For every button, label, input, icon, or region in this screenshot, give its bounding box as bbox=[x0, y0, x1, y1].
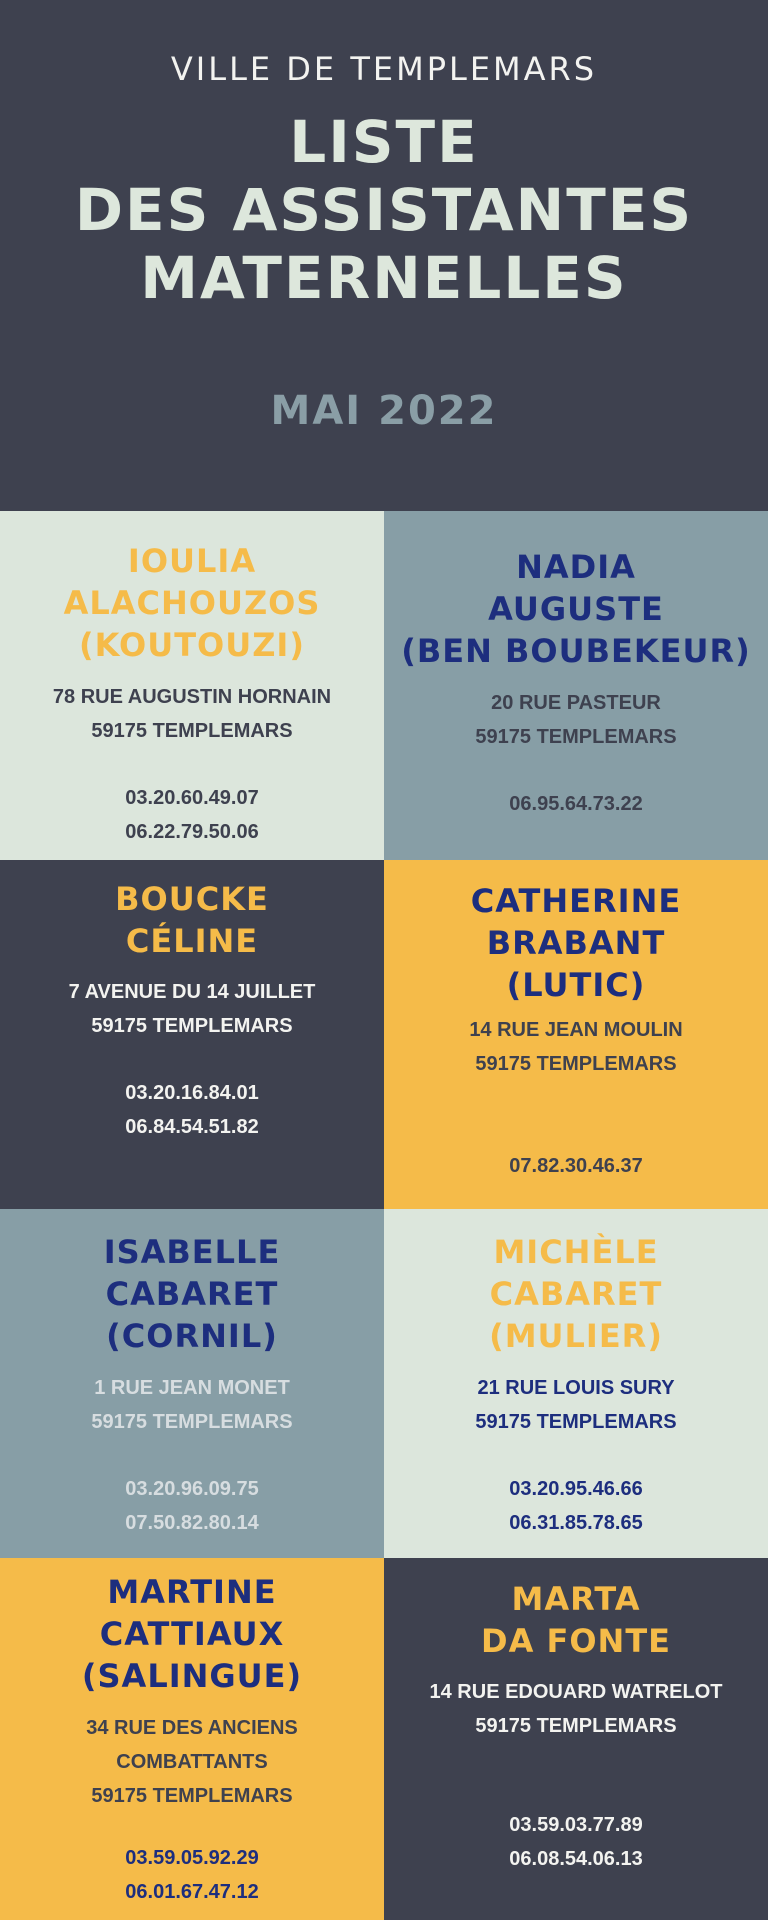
assistant-phones bbox=[0, 1472, 384, 1540]
assistant-phones bbox=[384, 1472, 768, 1540]
assistant-card-auguste bbox=[384, 511, 768, 860]
name-line: CATTIAUX bbox=[99, 1615, 285, 1653]
name-line: BOUCKE bbox=[115, 880, 269, 918]
phone-number: 06.31.85.78.65 bbox=[509, 1512, 643, 1534]
assistant-name bbox=[384, 880, 768, 1006]
town-name: VILLE DE TEMPLEMARS bbox=[170, 50, 598, 88]
assistant-card-cattiaux bbox=[0, 1558, 384, 1920]
assistant-phones bbox=[384, 787, 768, 821]
name-line: IOULIA bbox=[127, 542, 257, 580]
name-line: AUGUSTE bbox=[488, 590, 664, 628]
address-line: 59175 TEMPLEMARS bbox=[475, 1411, 677, 1433]
address-line: COMBATTANTS bbox=[116, 1751, 268, 1773]
name-line: (CORNIL) bbox=[106, 1317, 278, 1355]
name-line: (SALINGUE) bbox=[81, 1657, 303, 1695]
title-line: DES ASSISTANTES bbox=[74, 176, 694, 244]
phone-number: 06.08.54.06.13 bbox=[509, 1848, 643, 1870]
address-line: 59175 TEMPLEMARS bbox=[91, 1015, 293, 1037]
address-line: 59175 TEMPLEMARS bbox=[475, 1715, 677, 1737]
name-line: (LUTIC) bbox=[506, 966, 646, 1004]
address-line: 78 RUE AUGUSTIN HORNAIN bbox=[52, 686, 332, 708]
assistant-phones bbox=[0, 781, 384, 849]
phone-number: 03.20.60.49.07 bbox=[125, 787, 259, 809]
assistant-name bbox=[0, 1231, 384, 1357]
name-line: ALACHOUZOS bbox=[63, 584, 321, 622]
name-line: MARTA bbox=[511, 1580, 641, 1618]
name-line: (MULIER) bbox=[489, 1317, 663, 1355]
assistant-card-cabaret-cornil bbox=[0, 1209, 384, 1558]
name-line: MARTINE bbox=[107, 1573, 277, 1611]
title-line: MATERNELLES bbox=[140, 244, 628, 312]
assistant-card-boucke bbox=[0, 860, 384, 1209]
assistant-phones bbox=[0, 1841, 384, 1909]
assistant-address bbox=[0, 680, 384, 748]
assistant-address bbox=[0, 1711, 384, 1813]
header bbox=[0, 0, 768, 511]
assistant-name bbox=[0, 540, 384, 666]
assistant-card-brabant bbox=[384, 860, 768, 1209]
address-line: 59175 TEMPLEMARS bbox=[475, 1053, 677, 1075]
phone-number: 03.59.05.92.29 bbox=[125, 1847, 259, 1869]
assistant-card-cabaret-mulier bbox=[384, 1209, 768, 1558]
name-line: CABARET bbox=[105, 1275, 279, 1313]
name-line: NADIA bbox=[516, 548, 636, 586]
phone-number: 06.95.64.73.22 bbox=[509, 793, 643, 815]
name-line: ISABELLE bbox=[103, 1233, 281, 1271]
name-line: (KOUTOUZI) bbox=[79, 626, 305, 664]
name-line: CATHERINE bbox=[470, 882, 682, 920]
assistant-address bbox=[0, 1371, 384, 1439]
address-line: 14 RUE JEAN MOULIN bbox=[469, 1019, 683, 1041]
assistant-phones bbox=[384, 1149, 768, 1183]
assistant-phones bbox=[384, 1808, 768, 1876]
assistant-name bbox=[384, 546, 768, 672]
address-line: 34 RUE DES ANCIENS bbox=[86, 1717, 298, 1739]
name-line: MICHÈLE bbox=[493, 1233, 659, 1271]
phone-number: 06.22.79.50.06 bbox=[125, 821, 259, 843]
assistant-address bbox=[384, 1013, 768, 1081]
address-line: 59175 TEMPLEMARS bbox=[91, 1411, 293, 1433]
phone-number: 06.01.67.47.12 bbox=[125, 1881, 259, 1903]
phone-number: 03.59.03.77.89 bbox=[509, 1814, 643, 1836]
assistant-address bbox=[384, 1675, 768, 1743]
phone-number: 06.84.54.51.82 bbox=[125, 1116, 259, 1138]
assistant-address bbox=[384, 686, 768, 754]
assistant-name bbox=[384, 1231, 768, 1357]
assistant-card-da-fonte bbox=[384, 1558, 768, 1920]
address-line: 20 RUE PASTEUR bbox=[491, 692, 661, 714]
address-line: 59175 TEMPLEMARS bbox=[91, 1785, 293, 1807]
address-line: 7 AVENUE DU 14 JUILLET bbox=[68, 981, 316, 1003]
name-line: DA FONTE bbox=[481, 1622, 671, 1660]
address-line: 59175 TEMPLEMARS bbox=[475, 726, 677, 748]
address-line: 59175 TEMPLEMARS bbox=[91, 720, 293, 742]
page-title bbox=[0, 108, 768, 312]
assistant-phones bbox=[0, 1076, 384, 1144]
assistant-name bbox=[384, 1578, 768, 1662]
address-line: 14 RUE EDOUARD WATRELOT bbox=[429, 1681, 723, 1703]
phone-number: 07.82.30.46.37 bbox=[509, 1155, 643, 1177]
name-line: (BEN BOUBEKEUR) bbox=[401, 632, 751, 670]
name-line: CABARET bbox=[489, 1275, 663, 1313]
name-line: CÉLINE bbox=[125, 922, 259, 960]
assistant-card-alachouzos bbox=[0, 511, 384, 860]
phone-number: 03.20.16.84.01 bbox=[125, 1082, 259, 1104]
assistant-name bbox=[0, 1571, 384, 1697]
address-line: 1 RUE JEAN MONET bbox=[94, 1377, 290, 1399]
phone-number: 03.20.96.09.75 bbox=[125, 1478, 259, 1500]
name-line: BRABANT bbox=[486, 924, 666, 962]
assistant-address bbox=[0, 975, 384, 1043]
assistant-name bbox=[0, 878, 384, 962]
phone-number: 07.50.82.80.14 bbox=[125, 1512, 259, 1534]
address-line: 21 RUE LOUIS SURY bbox=[477, 1377, 675, 1399]
title-line: LISTE bbox=[289, 108, 479, 176]
phone-number: 03.20.95.46.66 bbox=[509, 1478, 643, 1500]
assistant-address bbox=[384, 1371, 768, 1439]
list-date: MAI 2022 bbox=[270, 388, 498, 434]
